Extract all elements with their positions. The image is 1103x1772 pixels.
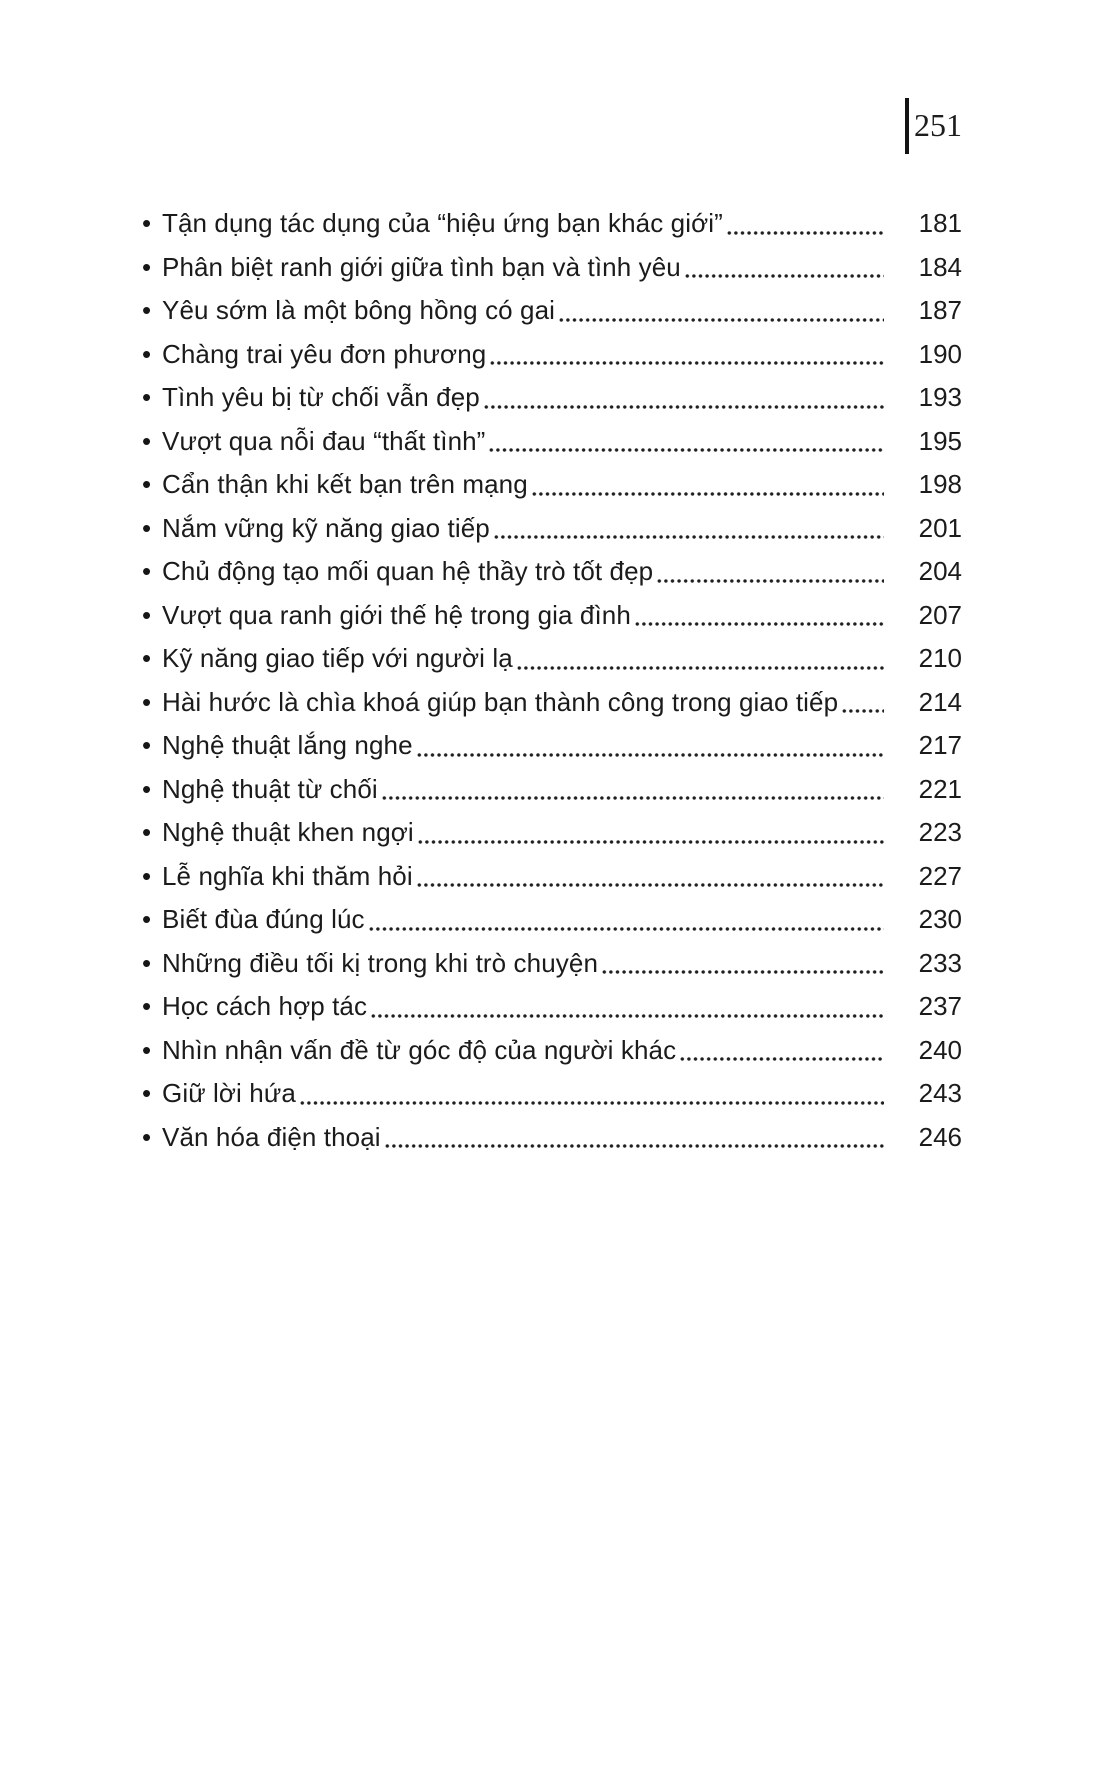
toc-entry xyxy=(142,1029,962,1073)
entry-title: Vượt qua ranh giới thế hệ trong gia đình xyxy=(162,599,631,630)
entry-title: Vượt qua nỗi đau “thất tình” xyxy=(162,425,486,456)
toc-entry xyxy=(142,376,962,420)
dot-leader-icon xyxy=(558,318,884,322)
toc-entry xyxy=(142,855,962,899)
entry-page-number: 227 xyxy=(918,860,962,891)
entry-page-number: 214 xyxy=(918,686,962,717)
toc-entry xyxy=(142,333,962,377)
bullet-icon: • xyxy=(142,1121,152,1152)
bullet-icon: • xyxy=(142,512,152,543)
entry-title: Nắm vững kỹ năng giao tiếp xyxy=(162,512,490,543)
entry-title: Học cách hợp tác xyxy=(162,991,368,1021)
entry-page-number: 230 xyxy=(918,904,962,934)
dot-leader-icon xyxy=(516,666,884,670)
bullet-icon: • xyxy=(142,1078,152,1108)
dot-leader-icon xyxy=(381,796,884,800)
entry-page-number: 181 xyxy=(918,208,962,238)
entry-title: Nghệ thuật lắng nghe xyxy=(162,730,413,760)
entry-page-number: 210 xyxy=(918,643,962,673)
toc-entry xyxy=(142,420,962,464)
dot-leader-icon xyxy=(726,231,884,235)
entry-title: Tận dụng tác dụng của “hiệu ứng bạn khác giới” xyxy=(162,208,723,238)
bullet-icon: • xyxy=(142,817,152,847)
bullet-icon: • xyxy=(142,469,152,499)
bullet-icon: • xyxy=(142,904,152,934)
bullet-icon: • xyxy=(142,643,152,673)
entry-page-number: 201 xyxy=(918,512,962,543)
dot-leader-icon xyxy=(416,753,884,757)
dot-leader-icon xyxy=(416,883,884,887)
bullet-icon: • xyxy=(142,599,152,630)
entry-title: Giữ lời hứa xyxy=(162,1078,296,1108)
entry-page-number: 198 xyxy=(918,469,962,499)
bullet-icon: • xyxy=(142,860,152,891)
toc-entry xyxy=(142,1072,962,1116)
dot-leader-icon xyxy=(493,535,884,539)
toc-entry xyxy=(142,550,962,594)
entry-page-number: 223 xyxy=(918,817,962,847)
dot-leader-icon xyxy=(489,361,884,365)
dot-leader-icon xyxy=(684,274,884,278)
entry-page-number: 233 xyxy=(918,947,962,978)
entry-title: Nghệ thuật khen ngợi xyxy=(162,817,414,847)
entry-title: Yêu sớm là một bông hồng có gai xyxy=(162,295,556,325)
toc-entry xyxy=(142,811,962,855)
bullet-icon: • xyxy=(142,208,152,238)
bullet-icon: • xyxy=(142,382,152,412)
bullet-icon: • xyxy=(142,773,152,804)
entry-page-number: 237 xyxy=(918,991,962,1021)
entry-title: Nhìn nhận vấn đề từ góc độ của người khác xyxy=(162,1034,677,1065)
toc-entry xyxy=(142,724,962,768)
entry-title: Biết đùa đúng lúc xyxy=(162,904,365,934)
entry-page-number: 193 xyxy=(918,382,962,412)
dot-leader-icon xyxy=(679,1057,884,1061)
bullet-icon: • xyxy=(142,730,152,760)
bullet-icon: • xyxy=(142,556,152,586)
dot-leader-icon xyxy=(368,927,884,931)
toc-entry xyxy=(142,985,962,1029)
entry-page-number: 187 xyxy=(918,295,962,325)
bullet-icon: • xyxy=(142,338,152,369)
entry-title: Cẩn thận khi kết bạn trên mạng xyxy=(162,469,528,499)
toc-entry xyxy=(142,1116,962,1160)
toc-entry xyxy=(142,681,962,725)
toc-list xyxy=(0,202,1103,1159)
dot-leader-icon xyxy=(488,448,884,452)
toc-entry xyxy=(142,463,962,507)
entry-page-number: 195 xyxy=(918,425,962,456)
dot-leader-icon xyxy=(384,1144,884,1148)
entry-title: Chàng trai yêu đơn phương xyxy=(162,338,487,369)
entry-page-number: 240 xyxy=(918,1034,962,1065)
entry-title: Phân biệt ranh giới giữa tình bạn và tình yêu xyxy=(162,251,681,282)
bullet-icon: • xyxy=(142,295,152,325)
bullet-icon: • xyxy=(142,947,152,978)
toc-entry xyxy=(142,289,962,333)
dot-leader-icon xyxy=(531,492,884,496)
entry-title: Nghệ thuật từ chối xyxy=(162,773,378,804)
dot-leader-icon xyxy=(634,622,884,626)
bullet-icon: • xyxy=(142,251,152,282)
entry-page-number: 217 xyxy=(918,730,962,760)
entry-page-number: 184 xyxy=(918,251,962,282)
entry-title: Tình yêu bị từ chối vẫn đẹp xyxy=(162,382,480,412)
entry-title: Những điều tối kị trong khi trò chuyện xyxy=(162,947,598,978)
toc-entry xyxy=(142,942,962,986)
toc-entry xyxy=(142,898,962,942)
bullet-icon: • xyxy=(142,425,152,456)
dot-leader-icon xyxy=(841,709,884,713)
entry-page-number: 190 xyxy=(918,338,962,369)
entry-title: Chủ động tạo mối quan hệ thầy trò tốt đẹp xyxy=(162,556,654,586)
toc-entry xyxy=(142,202,962,246)
toc-entry xyxy=(142,768,962,812)
entry-page-number: 221 xyxy=(918,773,962,804)
toc-entry xyxy=(142,594,962,638)
bullet-icon: • xyxy=(142,1034,152,1065)
entry-title: Kỹ năng giao tiếp với người lạ xyxy=(162,643,513,673)
bullet-icon: • xyxy=(142,686,152,717)
dot-leader-icon xyxy=(370,1014,884,1018)
entry-page-number: 204 xyxy=(918,556,962,586)
dot-leader-icon xyxy=(483,405,884,409)
entry-page-number: 243 xyxy=(918,1078,962,1108)
toc-entry xyxy=(142,246,962,290)
dot-leader-icon xyxy=(656,579,884,583)
entry-page-number: 207 xyxy=(918,599,962,630)
page-number: 251 xyxy=(914,107,962,143)
toc-entry xyxy=(142,637,962,681)
entry-title: Lễ nghĩa khi thăm hỏi xyxy=(162,860,413,891)
entry-title: Văn hóa điện thoại xyxy=(162,1121,381,1152)
entry-page-number: 246 xyxy=(918,1121,962,1152)
dot-leader-icon xyxy=(299,1101,884,1105)
dot-leader-icon xyxy=(417,840,884,844)
toc-entry xyxy=(142,507,962,551)
bullet-icon: • xyxy=(142,991,152,1021)
dot-leader-icon xyxy=(601,970,884,974)
entry-title: Hài hước là chìa khoá giúp bạn thành công trong giao tiếp xyxy=(162,686,839,717)
